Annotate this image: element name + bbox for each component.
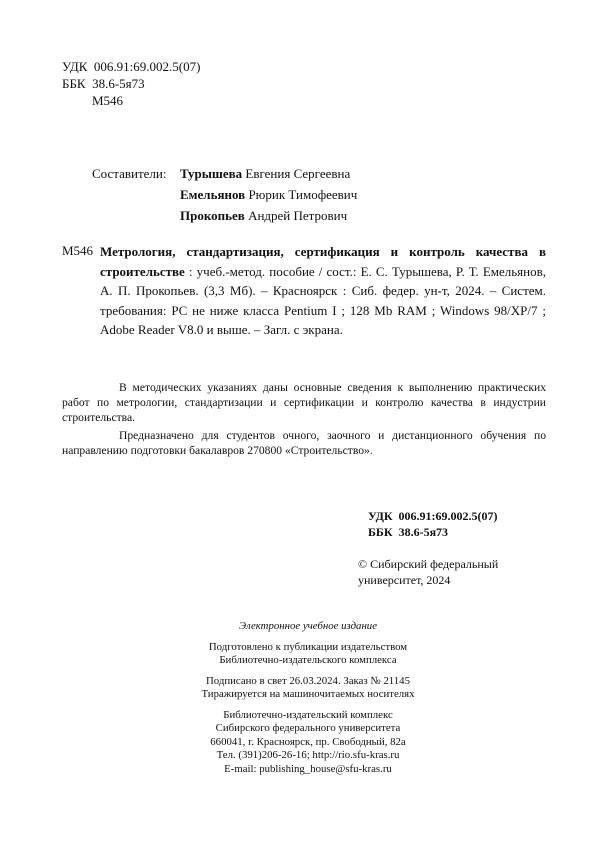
compilers-block: [92, 165, 552, 228]
address-line: 660041, г. Красноярск, пр. Свободный, 82а: [210, 735, 406, 748]
classification-block: [62, 58, 200, 109]
author-mark: М546: [92, 93, 124, 108]
abstract-paragraph-2: Предназначено для студентов очного, заочного и дистанционного обучения по направлению подготовки бакалавров 270800 «Строительство».: [62, 429, 546, 457]
right-bbk-code: ББК 38.6-5я73: [368, 525, 449, 539]
record-code: М546: [62, 243, 94, 258]
compiler-row: [92, 207, 552, 228]
record-text: [100, 242, 546, 340]
contacts-line: Тел. (391)206-26-16; http://rio.sfu-kras.ru: [216, 749, 400, 761]
email-line: E-mail: publishing_house@sfu-kras.ru: [224, 762, 392, 775]
media-line: Тиражируется на машиночитаемых носителях: [201, 688, 415, 700]
compiler-name: Прокопьев Андрей Петрович: [180, 208, 348, 223]
udc-code: УДК 006.91:69.002.5(07): [62, 59, 201, 74]
bibliographic-record: [62, 242, 546, 340]
copyright-line-1: © Сибирский федеральный: [358, 557, 499, 571]
record-description: : учеб.-метод. пособие / сост.: Е. С. Турышева, Р. Т. Емельянов, А. П. Прокопьев. (3,3 Мб). – Красноярск : Сиб. федер. ун-т, 2024. – Систем. требования: PC не ниже класса Pentium I ; 128 Mb RAM ; Windows 98/XP/7 ; Adobe Reader V8.0 и выше. – Загл. с экрана.: [100, 263, 546, 337]
prepared-line-2: Библиотечно-издательского комплекса: [219, 654, 397, 666]
compiler-row: [92, 165, 552, 186]
signed-line: Подписано в свет 26.03.2024. Заказ № 21145: [206, 674, 410, 687]
record-title: Метрология, стандартизация, сертификация и контроль качества в строительстве: [100, 244, 546, 279]
publisher-line-1: Библиотечно-издательский комплекс: [223, 708, 393, 721]
abstract-paragraph-1: В методических указаниях даны основные сведения к выполнению практических работ по метрологии, стандартизации и сертификации и контролю качества в индустрии строительства.: [62, 381, 546, 424]
compilers-label: Составители:: [92, 166, 167, 181]
right-udc-code: УДК 006.91:69.002.5(07): [368, 509, 498, 523]
bbk-code: ББК 38.6-5я73: [62, 76, 145, 91]
compiler-name: Турышева Евгения Сергеевна: [180, 166, 351, 181]
copyright: [358, 556, 558, 588]
prepared-line-1: Подготовлено к публикации издательством: [208, 640, 408, 653]
compiler-row: [92, 186, 552, 207]
publisher-line-2: Сибирского федерального университета: [215, 722, 401, 734]
compiler-name: Емельянов Рюрик Тимофеевич: [180, 187, 358, 202]
edition-type: Электронное учебное издание: [238, 620, 377, 632]
copyright-line-2: университет, 2024: [358, 573, 451, 587]
right-classification: [368, 508, 498, 540]
imprint: [170, 620, 446, 776]
abstract: [62, 380, 546, 458]
